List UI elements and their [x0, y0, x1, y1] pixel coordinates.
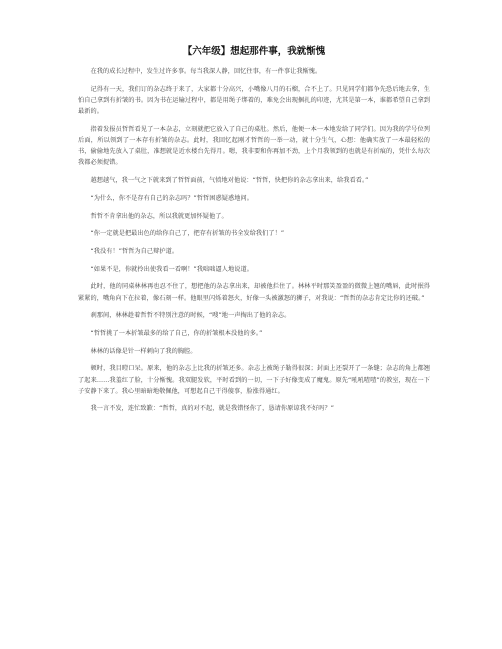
paragraph: 记得有一天，我们订的杂志终于来了，大家都十分高兴，小嘴像八月的石榴，合不上了。只见同学们都争先恐后地去拿，生怕自己拿到有折皱的书。因为书在运输过程中，都是用绳子绑着的，难免会出现捆扎的印迹，尤其是第一本，谁都希望自己拿到最新的。 — [78, 85, 430, 116]
paragraph: 越想越气，我一气之下就来到了哲哲面前，气愤地对他说：“哲哲，快把你的杂志拿出来，给我看看。” — [90, 177, 369, 185]
paragraph: “为什么，你不是存有自己的杂志吗？”哲哲困惑疑惑地问。 — [90, 194, 253, 202]
paragraph: 刹那间，林林趁着哲哲不特别注意的时候，“嗖”地一声掏出了他的杂志。 — [90, 312, 291, 320]
paragraph: 顿时，我目瞪口呆。原来，他的杂志上比我的折皱还多。杂志上被绳子勒得很深；封面上还裂开了一条缝；杂志的角上都翘了起来……我羞红了脸，十分惭愧。我双腿发软，平时看到的一切，一下子好像变成了魔鬼。原先“吼吼喳喳”的教室，现在一下子安静下来了。我心里暗暗地敬佩他，可想起自己干得傻事，脸涨得通红。 — [78, 365, 430, 395]
paragraph: “如果不是，你就拎出使我看一看啊！”我咄咄逼人地说道。 — [90, 265, 253, 273]
paragraph: 此时，他的同桌林林再也忍不住了，想把他的杂志拿出来，却被他拦住了。林林平时那笑盈盈的微微上翘的嘴唇，此时抿得紧紧的，嘴角向下在拉着，像石刻一样。他眼里闪烁着怒火，好像一头被激怒的狮子，对我说：“哲哲的杂志肯定比你的还破。” — [78, 283, 430, 302]
paragraph: 在我的成长过程中，发生过许多事。每当我深人静，回忆往事，有一件事让我惭愧。 — [90, 68, 322, 75]
paragraph: “哲哲挑了一本折皱最多的给了自己，你的折皱根本没他的多。” — [90, 329, 263, 337]
paragraph: 林林的话像是针一样刺向了我的胸腔。 — [90, 347, 197, 355]
document-page — [78, 45, 430, 421]
document-title: 【六年级】想起那件事，我就惭愧 — [182, 46, 326, 57]
paragraph: 指着发报员哲哲看见了一本杂志，立刻就把它放入了自己的桌肚。然后，他便一本一本地发给了同学们。因为我的学号位列后面，所以领到了一本存有折皱的杂志。此时，我回忆起刚才哲哲的一举一动，就十分生气，心想：他确实放了一本最轻松的书，偷偷地先放入了桌肚，准想就是近水楼台先得月。嗯，我非要和你再加不劲，上个月我领到的也就是有折痕的，凭什么每次我都必须捉错。 — [78, 125, 430, 167]
paragraph: 哲哲不肯拿出他的杂志，所以我就更加怀疑他了。 — [90, 212, 228, 220]
paragraph: 我一言不发，连忙致歉：“哲哲，真的对不起，就是我错怪你了，恳请你原谅我不好吗？” — [90, 405, 335, 413]
paragraph: “我没有！”哲哲为自己辩护道。 — [90, 247, 179, 255]
paragraph: “你一定就是把最出色的给你自己了，把存有折皱的书全发给我们了！” — [90, 230, 285, 238]
